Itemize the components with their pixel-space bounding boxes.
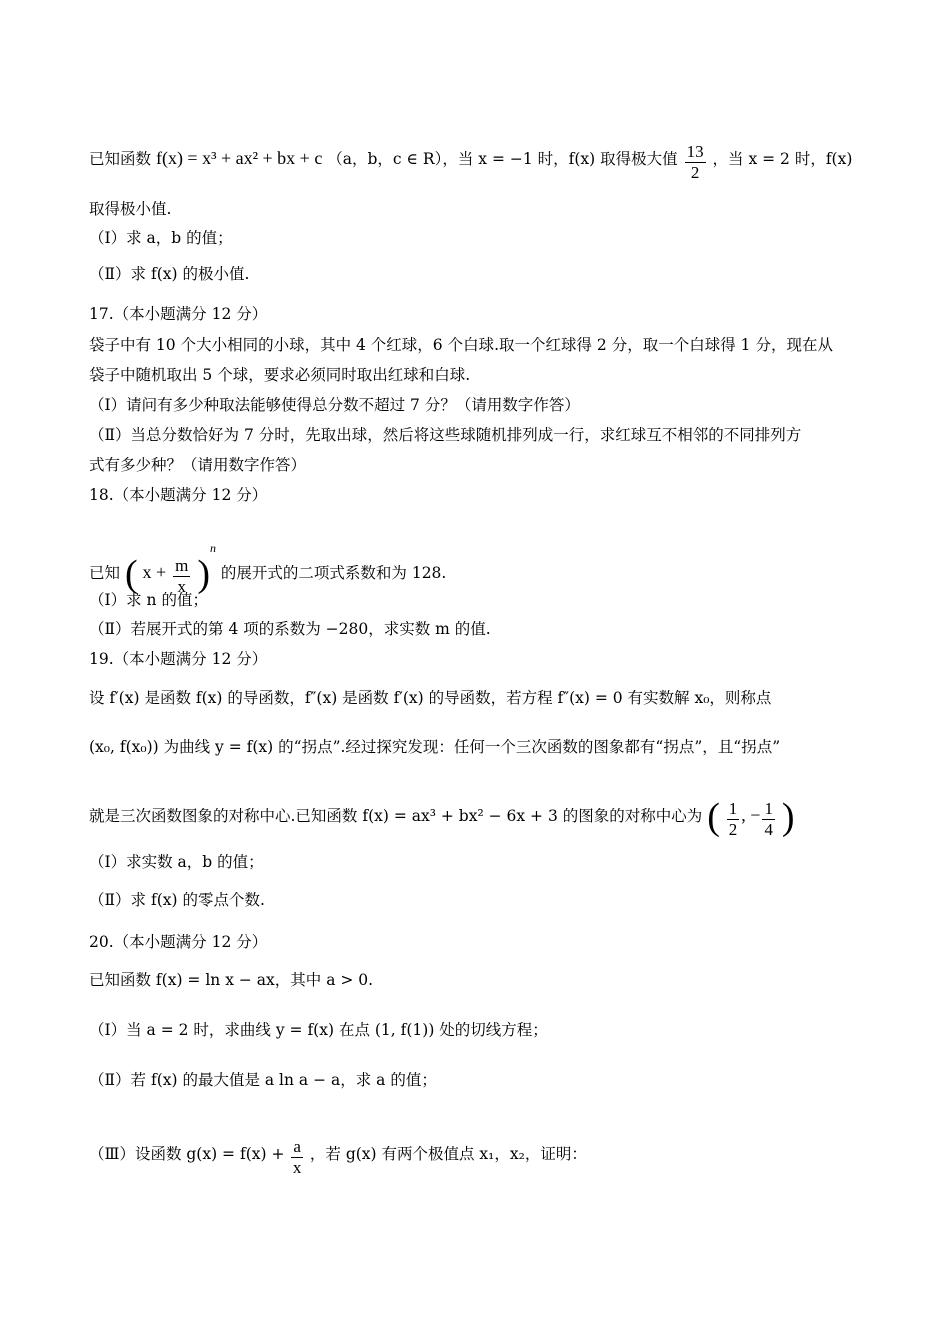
q17-part1: （Ⅰ）请问有多少种取法能够使得总分数不超过 7 分？（请用数字作答） [89,396,580,414]
q18-statement [89,538,880,597]
q17-part2-line1: （Ⅱ）当总分数恰好为 7 分时，先取出球，然后将这些球随机排列成一行，求红球互不相邻的不同排列方 [89,426,802,444]
q18-frac-num: m [175,556,189,575]
q20-frac-num: a [293,1137,301,1156]
q19-part2: （Ⅱ）求 f(x) 的零点个数. [89,891,265,909]
q20-part3 [89,1137,880,1178]
q19-line2: (x₀, f(x₀)) 为曲线 y = f(x) 的“拐点”.经过探究发现：任何一个三次函数的图象都有“拐点”，且“拐点” [89,738,781,756]
q20-part2: （Ⅱ）若 f(x) 的最大值是 a ln a − a，求 a 的值； [89,1071,437,1089]
q19-line1: 设 f′(x) 是函数 f(x) 的导函数，f″(x) 是函数 f′(x) 的导函数，若方程 f″(x) = 0 有实数解 x₀，则称点 [89,689,772,707]
right-paren: ) [781,796,795,838]
q16-part1: （Ⅰ）求 a，b 的值； [89,229,233,247]
q17-line1: 袋子中有 10 个大小相同的小球，其中 4 个红球，6 个白球.取一个红球得 2 分，取一个白球得 1 分，现在从 [89,336,833,354]
q19-f2-den: 4 [764,820,773,839]
q20-line1: 已知函数 f(x) = ln x − ax，其中 a > 0. [89,971,374,989]
q17-header: 17.（本小题满分 12 分） [89,305,268,323]
q18-part2: （Ⅱ）若展开式的第 4 项的系数为 −280，求实数 m 的值. [89,620,491,638]
q16-text-b: （a，b，c ∈ R），当 x = −1 时，f(x) 取得极大值 [327,150,678,168]
q17-line2: 袋子中随机取出 5 个球，要求必须同时取出红球和白球. [89,366,471,384]
q20-fraction [291,1137,303,1178]
q20-part3-text: （Ⅲ）设函数 g(x) = f(x) + [89,1145,285,1163]
q19-header: 19.（本小题满分 12 分） [89,650,268,668]
q16-statement-line1 [89,142,880,183]
left-paren: ( [124,553,138,595]
q18-header: 18.（本小题满分 12 分） [89,486,268,504]
q16-frac-num: 13 [686,142,704,161]
q19-line3-text: 就是三次函数图象的对称中心.已知函数 f(x) = ax³ + bx² − 6x + 3 的图象的对称中心为 [89,807,703,825]
q16-fraction [685,142,706,183]
q19-fraction-1 [727,799,740,840]
q19-fraction-2 [762,799,775,840]
q16-function: f(x) = x³ + ax² + bx + c [155,148,323,168]
q20-header: 20.（本小题满分 12 分） [89,933,268,951]
q16-statement-line2: 取得极小值. [89,200,172,218]
q18-part1: （Ⅰ）求 n 的值； [89,591,208,609]
q17-part2-line2: 式有多少种？（请用数字作答） [89,456,307,474]
q16-text-c: ，当 x = 2 时，f(x) [712,150,853,168]
q20-part3-text-b: ，若 g(x) 有两个极值点 x₁，x₂，证明： [309,1145,587,1163]
q18-pre: 已知 [89,564,121,582]
q20-part1: （Ⅰ）当 a = 2 时，求曲线 y = f(x) 在点 (1, f(1)) 处的切线方程； [89,1021,548,1039]
q16-text: 已知函数 [89,150,152,168]
q19-f1-den: 2 [728,820,738,839]
q19-line3 [89,796,880,840]
q19-f1-num: 1 [728,799,738,818]
q18-inner: x + [142,562,167,582]
right-paren: ) [197,553,210,595]
q19-sep: , − [741,805,761,825]
q18-frac-den: x [177,577,186,596]
q16-part2: （Ⅱ）求 f(x) 的极小值. [89,265,250,283]
q18-post: 的展开式的二项式系数和为 128. [220,564,447,582]
q18-exponent: n [209,541,216,555]
q20-frac-den: x [292,1158,302,1177]
q16-frac-den: 2 [690,163,700,182]
q19-f2-num: 1 [764,799,773,818]
q19-part1: （Ⅰ）求实数 a，b 的值； [89,853,264,871]
left-paren: ( [707,796,720,838]
